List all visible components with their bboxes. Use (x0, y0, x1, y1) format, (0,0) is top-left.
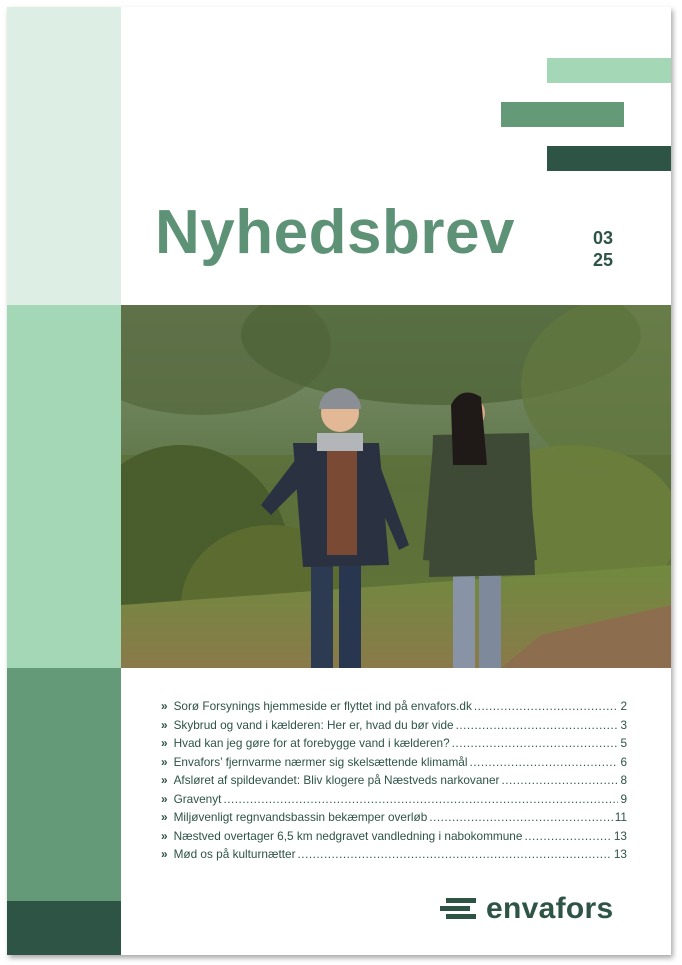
toc-item[interactable] (161, 773, 627, 792)
toc-page: 13 (613, 828, 627, 843)
issue-label (593, 227, 613, 271)
side-band-sage (7, 668, 121, 901)
toc-title: Hvad kan jeg gøre for at forebygge vand i kælderen? (173, 736, 450, 750)
toc-title: Mød os på kulturnætter (173, 847, 296, 861)
toc-leader-dots (474, 699, 619, 713)
toc-item[interactable] (161, 792, 627, 811)
toc-item[interactable] (161, 736, 627, 755)
toc-marker: » (161, 736, 168, 750)
toc-item[interactable] (161, 810, 627, 829)
toc-page: 13 (613, 847, 627, 861)
toc-item[interactable] (161, 718, 627, 737)
decor-stripe-bottom (547, 146, 671, 171)
toc-title: Afsløret af spildevandet: Bliv klogere på Næstveds narkovaner (173, 773, 500, 787)
toc-page: 11 (614, 810, 627, 824)
toc-marker: » (161, 810, 168, 824)
toc-marker: » (161, 773, 168, 787)
issue-year: 25 (593, 250, 614, 270)
toc-page: 6 (620, 754, 627, 769)
toc-leader-dots (298, 847, 612, 861)
toc-leader-dots (223, 792, 618, 806)
newsletter-cover (7, 7, 671, 955)
toc-page: 8 (620, 773, 627, 787)
toc-title: Gravenyt (173, 791, 222, 806)
toc-marker: » (161, 717, 168, 732)
toc-title: Envafors’ fjernvarme nærmer sig skelsættende klimamål (173, 754, 468, 769)
toc-title: Skybrud og vand i kælderen: Her er, hvad du bør vide (173, 717, 454, 732)
side-band-mint-light (7, 7, 121, 305)
toc-marker: » (161, 847, 168, 861)
side-band-mint (7, 305, 121, 668)
toc-title: Miljøvenligt regnvandsbassin bekæmper overløb (173, 810, 428, 824)
brand-name: envafors (486, 892, 614, 925)
toc-item[interactable] (161, 755, 627, 774)
toc-title: Sorø Forsynings hjemmeside er flyttet ind på envafors.dk (173, 699, 472, 713)
toc-marker: » (161, 754, 168, 769)
toc-marker: » (161, 699, 168, 713)
envafors-stripes-logo-icon (440, 898, 476, 920)
toc-marker: » (161, 828, 168, 843)
toc-page: 9 (620, 791, 627, 806)
toc-page: 3 (620, 717, 627, 732)
table-of-contents (161, 699, 627, 866)
toc-leader-dots (524, 829, 611, 843)
decor-stripe-top (547, 58, 671, 83)
newsletter-title: Nyhedsbrev (155, 198, 515, 267)
toc-leader-dots (501, 773, 618, 787)
toc-title: Næstved overtager 6,5 km nedgravet vandledning i nabokommune (173, 828, 523, 843)
envafors-logo (440, 893, 613, 925)
toc-page: 2 (620, 699, 627, 713)
cover-photo (121, 305, 671, 668)
toc-leader-dots (470, 755, 619, 769)
issue-number: 03 (593, 228, 614, 248)
side-band-forest (7, 901, 121, 955)
decor-stripe-middle (501, 102, 624, 127)
toc-item[interactable] (161, 829, 627, 848)
toc-leader-dots (456, 718, 619, 732)
toc-marker: » (161, 791, 168, 806)
toc-item[interactable] (161, 847, 627, 866)
cover-photo-illustration (121, 305, 671, 668)
toc-leader-dots (429, 810, 612, 824)
toc-page: 5 (620, 736, 627, 750)
toc-item[interactable] (161, 699, 627, 718)
toc-leader-dots (452, 736, 619, 750)
